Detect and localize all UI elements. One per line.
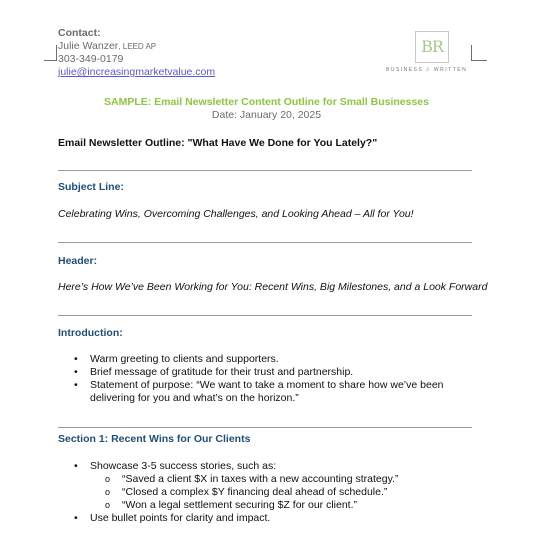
divider bbox=[58, 427, 472, 428]
list-item-text: Showcase 3-5 success stories, such as: bbox=[90, 460, 277, 472]
introduction-list bbox=[58, 353, 450, 405]
header-heading: Header: bbox=[58, 255, 98, 267]
contact-phone: 303-349-0179 bbox=[58, 53, 124, 65]
introduction-heading: Introduction: bbox=[58, 327, 123, 339]
company-logo bbox=[386, 29, 476, 79]
outline-title: Email Newsletter Outline: "What Have We Done for You Lately?" bbox=[58, 137, 378, 149]
logo-word-business: BUSINESS bbox=[386, 67, 424, 73]
crop-mark-top-left-h bbox=[44, 60, 57, 61]
logo-ampersand: & bbox=[426, 67, 432, 73]
contact-block bbox=[58, 27, 215, 79]
logo-letters: BR bbox=[421, 37, 443, 56]
sub-list-item: o “Saved a client $X in taxes with a new accounting strategy.” bbox=[90, 473, 450, 486]
divider bbox=[58, 170, 472, 171]
subject-line-text: Celebrating Wins, Overcoming Challenges, and Looking Ahead – All for You! bbox=[58, 208, 414, 220]
section1-heading: Section 1: Recent Wins for Our Clients bbox=[58, 433, 251, 445]
contact-credential: , LEED AP bbox=[118, 42, 157, 51]
sub-list-item: o “Closed a complex $Y financing deal ahead of schedule.” bbox=[90, 486, 450, 499]
header-text: Here’s How We’ve Been Working for You: Recent Wins, Big Milestones, and a Look Forward bbox=[58, 281, 488, 293]
contact-name: Julie Wanzer bbox=[58, 40, 119, 52]
divider bbox=[58, 315, 472, 316]
logo-wordmark bbox=[386, 67, 486, 73]
document-title: SAMPLE: Email Newsletter Content Outline for Small Businesses bbox=[104, 96, 429, 108]
list-item: • Statement of purpose: “We want to take a moment to share how we’ve been delivering for you and what’s on the horizon.” bbox=[58, 379, 450, 405]
list-item: • Warm greeting to clients and supporters. bbox=[58, 353, 450, 366]
sub-list bbox=[90, 473, 450, 512]
divider bbox=[58, 242, 472, 243]
contact-email-link[interactable]: julie@increasingmarketvalue.com bbox=[58, 66, 216, 78]
section1-list bbox=[58, 460, 450, 525]
list-item: • Use bullet points for clarity and impact. bbox=[58, 512, 450, 525]
list-item: • Brief message of gratitude for their trust and partnership. bbox=[58, 366, 450, 379]
logo-word-written: WRITTEN bbox=[433, 67, 468, 73]
subject-line-heading: Subject Line: bbox=[58, 181, 124, 193]
logo-mark bbox=[415, 31, 449, 63]
list-item bbox=[58, 460, 450, 512]
crop-mark-top-left-v bbox=[56, 45, 57, 61]
contact-name-line bbox=[58, 40, 215, 53]
sub-list-item: o “Won a legal settlement securing $Z for our client.” bbox=[90, 499, 450, 512]
contact-label: Contact: bbox=[58, 27, 101, 39]
document-date: Date: January 20, 2025 bbox=[211, 109, 322, 121]
